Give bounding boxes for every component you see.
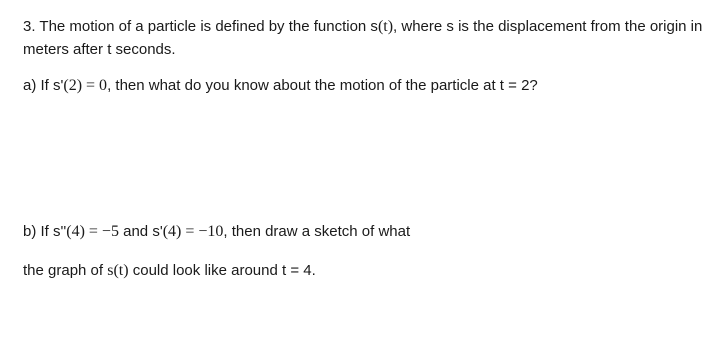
part-b-math-second-derivative: (4) = −5: [66, 223, 119, 240]
problem-intro-line-2: meters after t seconds.: [23, 41, 176, 58]
part-a-question: [23, 76, 538, 96]
part-b-question-line-1: [23, 222, 410, 242]
part-b2-text-a: the graph of: [23, 262, 108, 279]
part-b2-text-c: could look like around t = 4.: [128, 262, 316, 279]
part-a-text-a: a) If s': [23, 77, 64, 94]
part-b2-math: s(t): [107, 262, 129, 279]
part-b-text-e: , then draw a sketch of what: [223, 223, 411, 240]
part-b-math-first-derivative: (4) = −10: [162, 223, 224, 240]
part-b-text-c: and s': [118, 223, 163, 240]
part-b-text-a: b) If s'': [23, 223, 67, 240]
part-a-math: (2) = 0: [63, 77, 108, 94]
part-a-text-c: , then what do you know about the motion of the particle at t = 2?: [107, 77, 538, 94]
part-b-question-line-2: [23, 261, 316, 281]
intro-math-t: (t): [377, 18, 394, 35]
intro-text-a: 3. The motion of a particle is defined by the function s: [23, 18, 378, 35]
problem-intro-line-1: [23, 17, 702, 37]
intro-text-c: , where s is the displacement from the origin in: [393, 18, 703, 35]
